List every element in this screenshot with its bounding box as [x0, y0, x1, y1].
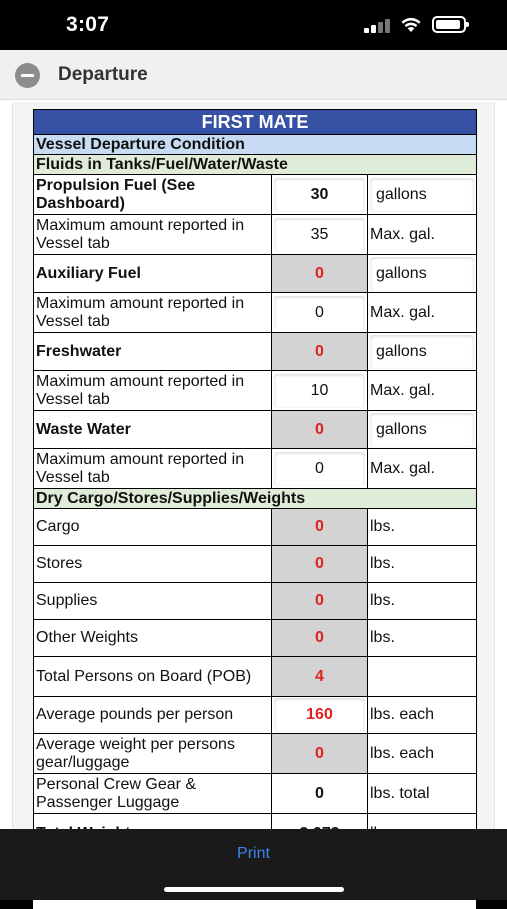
unit-label: gallons [370, 178, 474, 212]
unit-cell [368, 333, 477, 371]
unit-label: lbs. [368, 509, 477, 546]
unit-label: lbs. total [368, 774, 477, 814]
table-row [34, 175, 477, 215]
crew-gear-total-value: 0 [272, 774, 368, 814]
unit-label: lbs. [368, 620, 477, 657]
max-waste-water-input[interactable]: 0 [272, 449, 368, 489]
row-label: Total Persons on Board (POB) [34, 657, 272, 697]
status-time: 3:07 [66, 13, 110, 36]
table-subtitle: Vessel Departure Condition [34, 135, 477, 155]
table-row [34, 293, 477, 333]
app-content [0, 50, 507, 829]
cellular-signal-icon [364, 19, 392, 33]
unit-label: lbs. each [368, 697, 477, 734]
row-label: Other Weights [34, 620, 272, 657]
table-row [34, 734, 477, 774]
row-label: Stores [34, 546, 272, 583]
table-row [34, 583, 477, 620]
row-label: Maximum amount reported in Vessel tab [34, 215, 272, 255]
max-auxiliary-fuel-input[interactable]: 0 [272, 293, 368, 333]
home-indicator[interactable] [164, 887, 344, 892]
table-row [34, 657, 477, 697]
print-button[interactable]: Print [237, 845, 270, 862]
row-label: Maximum amount reported in Vessel tab [34, 449, 272, 489]
row-label: Supplies [34, 583, 272, 620]
max-propulsion-fuel-input[interactable]: 35 [272, 215, 368, 255]
wifi-icon [399, 15, 423, 33]
row-label: Waste Water [34, 411, 272, 449]
avg-gear-weight-value: 0 [272, 734, 368, 774]
row-label: Freshwater [34, 333, 272, 371]
unit-label: gallons [370, 413, 474, 447]
unit-label: Max. gal. [368, 449, 477, 489]
table-title: FIRST MATE [34, 110, 477, 135]
unit-label: lbs. each [368, 734, 477, 774]
row-label: Maximum amount reported in Vessel tab [34, 293, 272, 333]
table-row [34, 215, 477, 255]
table-row [34, 371, 477, 411]
table-row [34, 411, 477, 449]
collapse-icon[interactable] [15, 63, 40, 88]
row-label: Auxiliary Fuel [34, 255, 272, 293]
row-label: Propulsion Fuel (See Dashboard) [34, 175, 272, 215]
unit-label: Max. gal. [368, 293, 477, 333]
table-row [34, 697, 477, 734]
auxiliary-fuel-value: 0 [272, 255, 368, 293]
propulsion-fuel-input[interactable]: 30 [272, 175, 368, 215]
battery-icon [432, 16, 466, 33]
pob-value: 4 [272, 657, 368, 697]
unit-cell [368, 175, 477, 215]
unit-cell [368, 255, 477, 293]
table-row [34, 509, 477, 546]
unit-label [368, 657, 477, 697]
departure-panel [12, 102, 495, 829]
other-weights-value: 0 [272, 620, 368, 657]
departure-section-header[interactable] [0, 50, 507, 100]
bottom-toolbar [0, 829, 507, 900]
table-row [34, 333, 477, 371]
unit-label: lbs. [368, 546, 477, 583]
first-mate-sheet [33, 109, 476, 909]
departure-table [33, 109, 477, 854]
table-row [34, 774, 477, 814]
table-row [34, 449, 477, 489]
row-label: Cargo [34, 509, 272, 546]
group-header-dry-cargo: Dry Cargo/Stores/Supplies/Weights [34, 489, 477, 509]
table-row [34, 546, 477, 583]
table-row [34, 620, 477, 657]
unit-label: Max. gal. [368, 215, 477, 255]
max-freshwater-input[interactable]: 10 [272, 371, 368, 411]
section-title: Departure [58, 64, 148, 85]
unit-label: gallons [370, 335, 474, 369]
freshwater-value: 0 [272, 333, 368, 371]
avg-pounds-per-person-input[interactable]: 160 [272, 697, 368, 734]
stores-value: 0 [272, 546, 368, 583]
row-label: Average pounds per person [34, 697, 272, 734]
supplies-value: 0 [272, 583, 368, 620]
row-label: Personal Crew Gear & Passenger Luggage [34, 774, 272, 814]
unit-label: gallons [370, 257, 474, 291]
status-bar [0, 0, 507, 50]
cargo-value: 0 [272, 509, 368, 546]
unit-label: lbs. [368, 583, 477, 620]
waste-water-value: 0 [272, 411, 368, 449]
row-label: Maximum amount reported in Vessel tab [34, 371, 272, 411]
row-label: Average weight per persons gear/luggage [34, 734, 272, 774]
group-header-fluids: Fluids in Tanks/Fuel/Water/Waste [34, 155, 477, 175]
unit-cell [368, 411, 477, 449]
table-row [34, 255, 477, 293]
unit-label: Max. gal. [368, 371, 477, 411]
